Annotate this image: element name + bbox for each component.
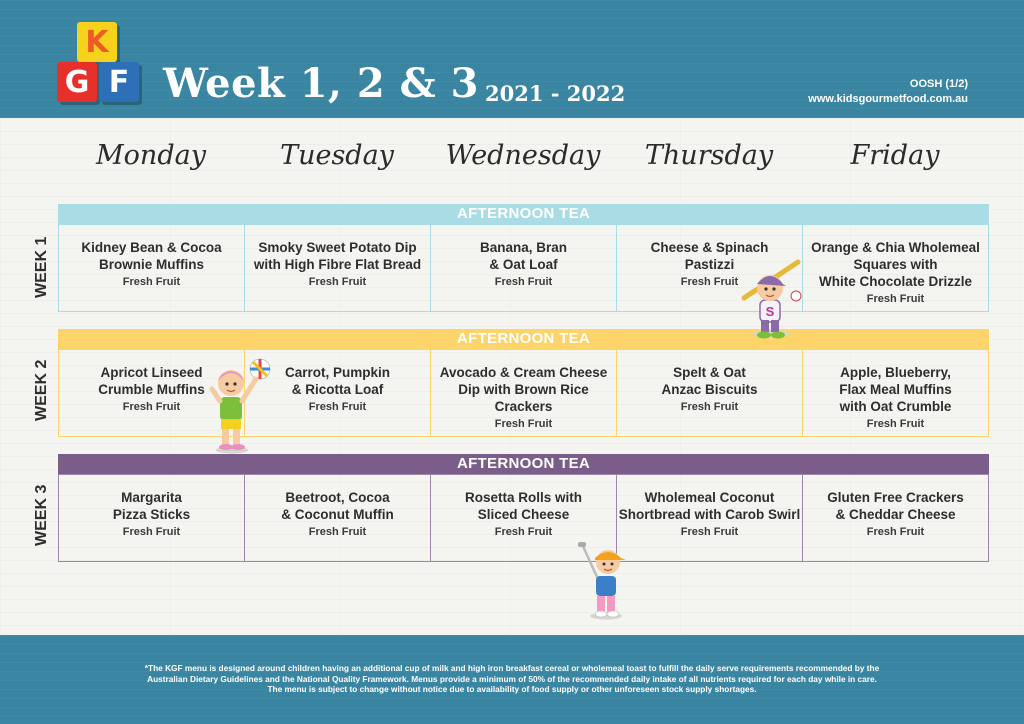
menu-cell-w1-tuesday (245, 224, 431, 312)
day-monday: Monday (96, 140, 206, 171)
meal-side: Fresh Fruit (122, 526, 181, 538)
day-wednesday: Wednesday (445, 140, 601, 171)
meal-side: Fresh Fruit (308, 401, 367, 413)
week-1-row (58, 224, 989, 312)
day-tuesday: Tuesday (280, 140, 394, 171)
meal-name: Kidney Bean & Cocoa Brownie Muffins (81, 240, 222, 272)
logo-block-g: G (57, 62, 97, 102)
meal-side: Fresh Fruit (122, 401, 181, 413)
menu-cell-w2-thursday (617, 349, 803, 437)
meal-side: Fresh Fruit (866, 526, 925, 538)
footer-disclaimer (80, 663, 944, 695)
meal-side: Fresh Fruit (308, 526, 367, 538)
meal-side: Fresh Fruit (680, 526, 739, 538)
meal-name: Apple, Blueberry, Flax Meal Muffins with Oat Crumble (839, 365, 952, 414)
meal-name: Banana, Bran & Oat Loaf (479, 240, 568, 272)
program-label: OOSH (1/2) (909, 78, 968, 90)
svg-text:S: S (765, 304, 775, 319)
meal-name: Spelt & Oat Anzac Biscuits (661, 365, 758, 397)
beachball-kid-icon (206, 355, 272, 455)
meal-name: Margarita Pizza Sticks (112, 490, 191, 522)
meal-name: Carrot, Pumpkin & Ricotta Loaf (284, 365, 390, 397)
meal-name: Gluten Free Crackers & Cheddar Cheese (827, 490, 964, 522)
meal-side: Fresh Fruit (308, 276, 367, 288)
baseball-kid-icon (738, 256, 808, 346)
meal-side: Fresh Fruit (122, 276, 181, 288)
week-2-row (58, 349, 989, 437)
menu-cell-w1-monday (58, 224, 245, 312)
meal-name: Smoky Sweet Potato Dip with High Fibre Flat Bread (253, 240, 422, 272)
golf-kid-icon (572, 540, 636, 620)
day-thursday: Thursday (644, 140, 774, 171)
menu-cell-w1-wednesday (431, 224, 617, 312)
meal-name: Wholemeal Coconut Shortbread with Carob Swirl (618, 490, 801, 522)
meal-name: Orange & Chia Wholemeal Squares with White Chocolate Drizzle (811, 240, 980, 289)
week-3-row (58, 474, 989, 562)
header-info (808, 77, 968, 107)
meal-side: Fresh Fruit (866, 293, 925, 305)
week-2-afternoon-tea-bar: AFTERNOON TEA (58, 329, 989, 349)
logo-block-k: K (77, 22, 117, 62)
footer-line: The menu is subject to change without notice due to availability of food supply or other unforeseen stock supply shortages. (267, 684, 757, 694)
menu-cell-w1-friday (803, 224, 989, 312)
meal-side: Fresh Fruit (494, 418, 553, 430)
meal-side: Fresh Fruit (866, 418, 925, 430)
school-years: 2021 - 2022 (485, 81, 626, 106)
meal-side: Fresh Fruit (494, 526, 553, 538)
menu-cell-w3-monday (58, 474, 245, 562)
page-header (0, 0, 1024, 118)
menu-cell-w3-tuesday (245, 474, 431, 562)
day-friday: Friday (850, 140, 940, 171)
meal-name: Rosetta Rolls with Sliced Cheese (464, 490, 582, 522)
footer-line: *The KGF menu is designed around children having an additional cup of milk and high iron breakfast cereal or wholemeal toast to fulfill the daily serve requirements recommended by the (144, 663, 880, 673)
meal-name: Cheese & Spinach Pastizzi (650, 240, 769, 272)
menu-cell-w3-friday (803, 474, 989, 562)
logo-block-f: F (99, 62, 139, 102)
kgf-logo (55, 22, 139, 104)
menu-cell-w2-tuesday (245, 349, 431, 437)
meal-name: Avocado & Cream Cheese Dip with Brown Rice Crackers (439, 365, 608, 414)
meal-name: Beetroot, Cocoa & Coconut Muffin (281, 490, 394, 522)
website-link[interactable]: www.kidsgourmetfood.com.au (808, 93, 968, 105)
menu-cell-w3-thursday (617, 474, 803, 562)
page-title: Week 1, 2 & 3 (163, 60, 480, 107)
footer-line: Australian Dietary Guidelines and the National Quality Framework. Menus provide a minimum of 50% of the recommended daily intake of all nutrients required for each day while in care. (147, 673, 877, 684)
week-1-afternoon-tea-bar: AFTERNOON TEA (58, 204, 989, 224)
meal-side: Fresh Fruit (680, 276, 739, 288)
meal-side: Fresh Fruit (680, 401, 739, 413)
meal-side: Fresh Fruit (494, 276, 553, 288)
week-3-afternoon-tea-bar: AFTERNOON TEA (58, 454, 989, 474)
menu-cell-w2-friday (803, 349, 989, 437)
meal-name: Apricot Linseed Crumble Muffins (98, 365, 205, 397)
menu-cell-w2-wednesday (431, 349, 617, 437)
